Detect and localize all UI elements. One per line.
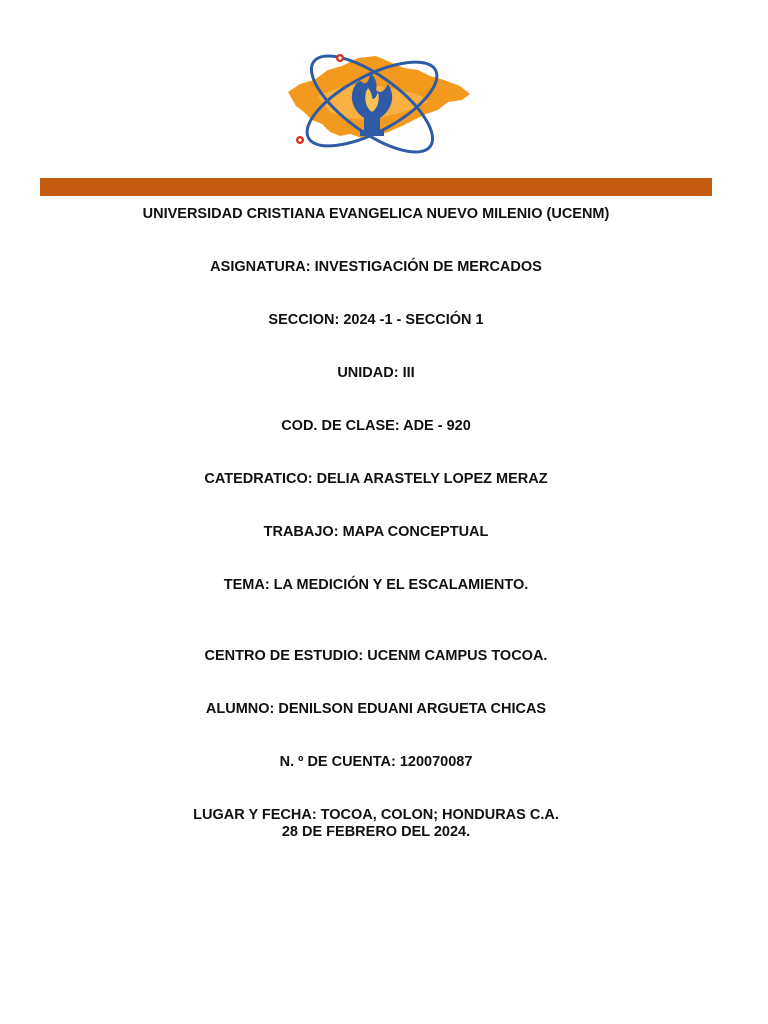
account-line: N. º DE CUENTA: 120070087 — [279, 754, 473, 770]
place-line: LUGAR Y FECHA: TOCOA, COLON; HONDURAS C.A. — [193, 807, 559, 823]
topic-line: TEMA: LA MEDICIÓN Y EL ESCALAMIENTO. — [223, 577, 529, 593]
student-line: ALUMNO: DENILSON EDUANI ARGUETA CHICAS — [205, 701, 547, 717]
assignment-line: TRABAJO: MAPA CONCEPTUAL — [263, 524, 489, 540]
ucenm-logo — [278, 40, 474, 164]
unit-line: UNIDAD: III — [337, 365, 415, 381]
subject-line: ASIGNATURA: INVESTIGACIÓN DE MERCADOS — [210, 259, 542, 275]
class-code-line: COD. DE CLASE: ADE - 920 — [281, 418, 471, 434]
university-name: UNIVERSIDAD CRISTIANA EVANGELICA NUEVO MILENIO (UCENM) — [142, 206, 610, 222]
professor-line: CATEDRATICO: DELIA ARASTELY LOPEZ MERAZ — [204, 471, 548, 487]
header-accent-bar — [40, 178, 712, 196]
study-center-line: CENTRO DE ESTUDIO: UCENM CAMPUS TOCOA. — [204, 648, 548, 664]
section-line: SECCION: 2024 -1 - SECCIÓN 1 — [268, 312, 484, 328]
ucenm-logo-icon — [278, 40, 474, 164]
date-line: 28 DE FEBRERO DEL 2024. — [281, 824, 471, 840]
